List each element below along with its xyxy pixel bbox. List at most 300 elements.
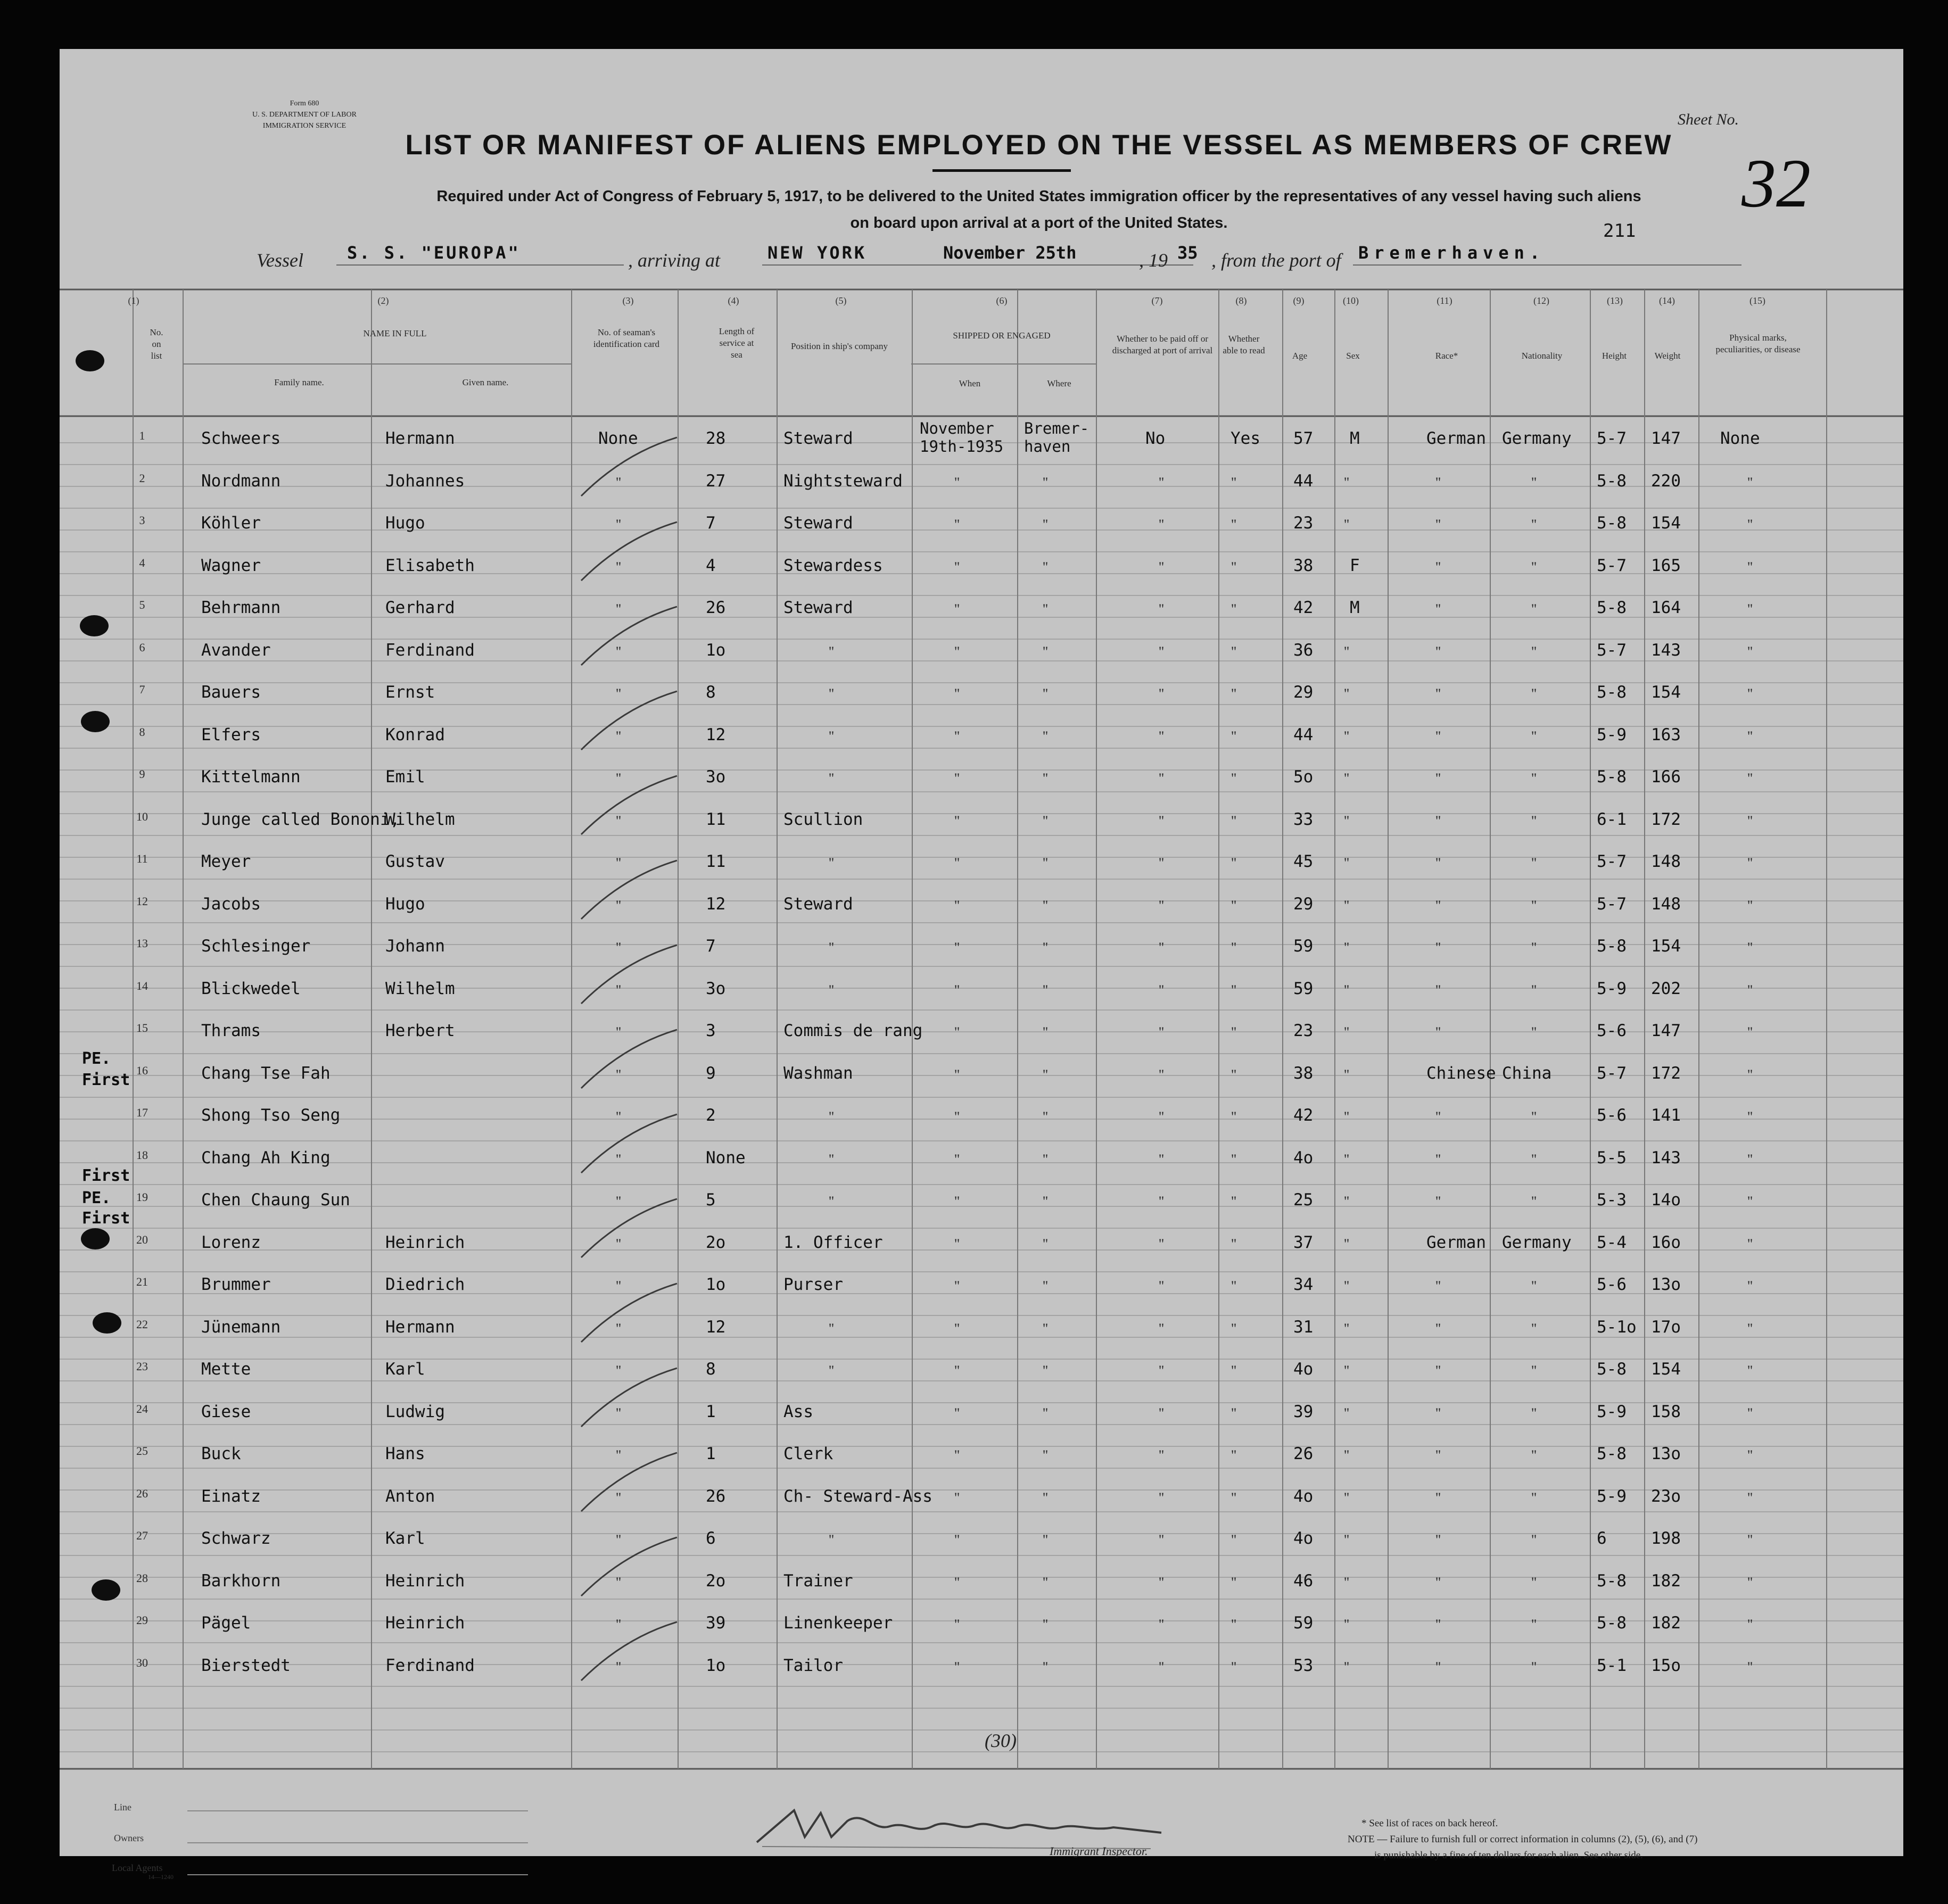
row-5-where-ditto: " bbox=[1042, 601, 1049, 617]
row-15-read-ditto: " bbox=[1231, 1024, 1237, 1040]
row-10-age: 33 bbox=[1293, 809, 1314, 829]
row-5-family: Behrmann bbox=[201, 598, 281, 617]
row-26-card-ditto: " bbox=[615, 1489, 622, 1505]
row-12-height: 5-7 bbox=[1597, 894, 1627, 914]
row-12-read-ditto: " bbox=[1231, 897, 1237, 913]
row-5-no: 5 bbox=[139, 598, 145, 611]
row-8-service: 12 bbox=[706, 725, 726, 744]
row-24-age: 39 bbox=[1293, 1402, 1314, 1421]
row-18-paid-ditto: " bbox=[1158, 1151, 1165, 1167]
row-14-weight: 202 bbox=[1651, 979, 1681, 998]
col-num-4: (4) bbox=[728, 295, 739, 306]
row-21-race-ditto: " bbox=[1435, 1278, 1441, 1294]
row-12-service: 12 bbox=[706, 894, 726, 914]
row-10-height: 6-1 bbox=[1597, 809, 1627, 829]
row-27-height: 6 bbox=[1597, 1529, 1607, 1548]
row-22-when-ditto: " bbox=[954, 1320, 960, 1336]
row-21-height: 5-6 bbox=[1597, 1275, 1627, 1294]
row-28-weight: 182 bbox=[1651, 1571, 1681, 1591]
row-9-age: 5o bbox=[1293, 767, 1314, 787]
row-24-no: 24 bbox=[136, 1402, 148, 1415]
row-14-service: 3o bbox=[706, 979, 726, 998]
row-10-where-ditto: " bbox=[1042, 813, 1049, 829]
row-20-sex-ditto: " bbox=[1343, 1236, 1350, 1252]
row-29-service: 39 bbox=[706, 1613, 726, 1633]
row-1-no: 1 bbox=[139, 429, 145, 442]
row-9-when-ditto: " bbox=[954, 771, 960, 786]
row-13-age: 59 bbox=[1293, 937, 1314, 956]
row-23-no: 23 bbox=[136, 1360, 148, 1373]
col-num-6: (6) bbox=[996, 295, 1008, 306]
heading-nationality: Nationality bbox=[1521, 351, 1563, 361]
row-15-paid-ditto: " bbox=[1158, 1024, 1165, 1040]
row-11-race-ditto: " bbox=[1435, 855, 1441, 871]
row-9-position-ditto: " bbox=[828, 771, 835, 786]
col-num-12: (12) bbox=[1533, 295, 1549, 306]
row-26-paid-ditto: " bbox=[1158, 1489, 1165, 1505]
row-4-race-ditto: " bbox=[1435, 559, 1441, 575]
row-7-position-ditto: " bbox=[828, 686, 835, 701]
row-22-given: Hermann bbox=[385, 1317, 455, 1337]
row-3-given: Hugo bbox=[385, 514, 425, 533]
row-11-given: Gustav bbox=[385, 852, 445, 871]
heading-sex: Sex bbox=[1346, 351, 1360, 361]
row-22-marks-ditto: " bbox=[1747, 1320, 1753, 1336]
row-4-nationality-ditto: " bbox=[1531, 559, 1537, 575]
row-29-nationality-ditto: " bbox=[1531, 1617, 1537, 1632]
row-11-no: 11 bbox=[136, 852, 148, 865]
row-26-sex-ditto: " bbox=[1343, 1489, 1350, 1505]
row-20-age: 37 bbox=[1293, 1232, 1314, 1252]
row-21-when-ditto: " bbox=[954, 1278, 960, 1294]
departure-port: Bremerhaven. bbox=[1358, 243, 1546, 263]
row-30-family: Bierstedt bbox=[201, 1655, 291, 1675]
row-6-card-ditto: " bbox=[615, 643, 622, 659]
row-5-weight: 164 bbox=[1651, 598, 1681, 617]
page-number: 211 bbox=[1603, 220, 1636, 242]
row-20-service: 2o bbox=[706, 1232, 726, 1252]
row-23-position-ditto: " bbox=[828, 1363, 835, 1378]
row-27-no: 27 bbox=[136, 1529, 148, 1542]
row-25-where-ditto: " bbox=[1042, 1447, 1049, 1463]
row-14-where-ditto: " bbox=[1042, 982, 1049, 998]
row-24-when-ditto: " bbox=[954, 1405, 960, 1421]
row-6-weight: 143 bbox=[1651, 640, 1681, 660]
heading-length-of-service: Length of service at sea bbox=[719, 326, 755, 360]
row-13-weight: 154 bbox=[1651, 937, 1681, 956]
manifest-sheet bbox=[60, 49, 1903, 1881]
row-24-read-ditto: " bbox=[1231, 1405, 1237, 1421]
row-13-height: 5-8 bbox=[1597, 937, 1627, 956]
row-7-age: 29 bbox=[1293, 683, 1314, 702]
arriving-label: , arriving at bbox=[628, 250, 721, 271]
row-8-where-ditto: " bbox=[1042, 728, 1049, 744]
manifest-subtitle bbox=[358, 183, 1720, 236]
row-26-height: 5-9 bbox=[1597, 1486, 1627, 1506]
row-21-card-ditto: " bbox=[615, 1278, 622, 1294]
row-11-family: Meyer bbox=[201, 852, 251, 871]
row-1-sex: M bbox=[1350, 429, 1360, 448]
row-19-position-ditto: " bbox=[828, 1194, 835, 1209]
row-23-height: 5-8 bbox=[1597, 1360, 1627, 1379]
row-11-height: 5-7 bbox=[1597, 852, 1627, 871]
row-14-height: 5-9 bbox=[1597, 979, 1627, 998]
punch-hole bbox=[76, 350, 104, 371]
row-15-when-ditto: " bbox=[954, 1024, 960, 1040]
row-21-paid-ditto: " bbox=[1158, 1278, 1165, 1294]
row-22-nationality-ditto: " bbox=[1531, 1320, 1537, 1336]
row-9-paid-ditto: " bbox=[1158, 771, 1165, 786]
row-17-family: Shong Tso Seng bbox=[201, 1106, 341, 1125]
row-25-marks-ditto: " bbox=[1747, 1447, 1753, 1463]
row-17-where-ditto: " bbox=[1042, 1109, 1049, 1124]
row-4-given: Elisabeth bbox=[385, 556, 475, 575]
row-4-weight: 165 bbox=[1651, 556, 1681, 575]
row-29-weight: 182 bbox=[1651, 1613, 1681, 1633]
row-11-service: 11 bbox=[706, 852, 726, 871]
row-17-weight: 141 bbox=[1651, 1106, 1681, 1125]
row-17-read-ditto: " bbox=[1231, 1109, 1237, 1124]
row-15-marks-ditto: " bbox=[1747, 1024, 1753, 1040]
row-7-race-ditto: " bbox=[1435, 686, 1441, 701]
row-7-sex-ditto: " bbox=[1343, 686, 1350, 701]
row-3-card-ditto: " bbox=[615, 517, 622, 532]
row-13-family: Schlesinger bbox=[201, 937, 311, 956]
row-5-read-ditto: " bbox=[1231, 601, 1237, 617]
row-10-position: Scullion bbox=[783, 809, 863, 829]
row-8-given: Konrad bbox=[385, 725, 445, 744]
heading-able-to-read: Whether able to read bbox=[1223, 334, 1265, 355]
row-13-given: Johann bbox=[385, 937, 445, 956]
row-6-age: 36 bbox=[1293, 640, 1314, 660]
row-8-nationality-ditto: " bbox=[1531, 728, 1537, 744]
row-6-position-ditto: " bbox=[828, 643, 835, 659]
row-7-nationality-ditto: " bbox=[1531, 686, 1537, 701]
row-30-when-ditto: " bbox=[954, 1659, 960, 1675]
row-17-when-ditto: " bbox=[954, 1109, 960, 1124]
row-4-age: 38 bbox=[1293, 556, 1314, 575]
row-20-read-ditto: " bbox=[1231, 1236, 1237, 1252]
row-7-paid-ditto: " bbox=[1158, 686, 1165, 701]
row-23-service: 8 bbox=[706, 1360, 716, 1379]
row-1-height: 5-7 bbox=[1597, 429, 1627, 448]
row-1-race: German bbox=[1426, 429, 1486, 448]
row-30-nationality-ditto: " bbox=[1531, 1659, 1537, 1675]
row-28-position: Trainer bbox=[783, 1571, 853, 1591]
row-18-family: Chang Ah King bbox=[201, 1148, 331, 1168]
row-13-when-ditto: " bbox=[954, 940, 960, 955]
row-30-paid-ditto: " bbox=[1158, 1659, 1165, 1675]
row-17-nationality-ditto: " bbox=[1531, 1109, 1537, 1124]
row-30-height: 5-1 bbox=[1597, 1655, 1627, 1675]
row-13-position-ditto: " bbox=[828, 940, 835, 955]
row-10-family: Junge called Bononi, bbox=[201, 809, 400, 829]
row-4-family: Wagner bbox=[201, 556, 261, 575]
row-4-service: 4 bbox=[706, 556, 716, 575]
row-29-position: Linenkeeper bbox=[783, 1613, 893, 1633]
row-12-when-ditto: " bbox=[954, 897, 960, 913]
row-20-card-ditto: " bbox=[615, 1236, 622, 1252]
row-27-age: 4o bbox=[1293, 1529, 1314, 1548]
row-24-card-ditto: " bbox=[615, 1405, 622, 1421]
row-22-position-ditto: " bbox=[828, 1320, 835, 1336]
row-3-family: Köhler bbox=[201, 514, 261, 533]
row-10-nationality-ditto: " bbox=[1531, 813, 1537, 829]
row-27-service: 6 bbox=[706, 1529, 716, 1548]
row-28-family: Barkhorn bbox=[201, 1571, 281, 1591]
row-18-when-ditto: " bbox=[954, 1151, 960, 1167]
row-8-race-ditto: " bbox=[1435, 728, 1441, 744]
row-17-position-ditto: " bbox=[828, 1109, 835, 1124]
row-11-age: 45 bbox=[1293, 852, 1314, 871]
row-2-age: 44 bbox=[1293, 471, 1314, 491]
punch-hole bbox=[81, 711, 110, 732]
row-28-given: Heinrich bbox=[385, 1571, 465, 1591]
row-23-age: 4o bbox=[1293, 1360, 1314, 1379]
margin-pe-2: PE. bbox=[82, 1189, 111, 1207]
row-28-no: 28 bbox=[136, 1571, 148, 1585]
row-21-read-ditto: " bbox=[1231, 1278, 1237, 1294]
row-24-nationality-ditto: " bbox=[1531, 1405, 1537, 1421]
row-1-service: 28 bbox=[706, 429, 726, 448]
row-20-race: German bbox=[1426, 1232, 1486, 1252]
row-3-when-ditto: " bbox=[954, 517, 960, 532]
row-1-family: Schweers bbox=[201, 429, 281, 448]
shipped-when: November 19th-1935 bbox=[920, 419, 1004, 456]
row-22-race-ditto: " bbox=[1435, 1320, 1441, 1336]
row-19-where-ditto: " bbox=[1042, 1194, 1049, 1209]
row-2-card-ditto: " bbox=[615, 474, 622, 490]
margin-first-3: First bbox=[82, 1209, 130, 1228]
col-num-15: (15) bbox=[1749, 295, 1765, 306]
row-25-paid-ditto: " bbox=[1158, 1447, 1165, 1463]
row-9-card-ditto: " bbox=[615, 771, 622, 786]
row-19-marks-ditto: " bbox=[1747, 1194, 1753, 1209]
row-19-card-ditto: " bbox=[615, 1194, 622, 1209]
row-19-nationality-ditto: " bbox=[1531, 1194, 1537, 1209]
row-15-weight: 147 bbox=[1651, 1021, 1681, 1040]
subtitle-line-2: on board upon arrival at a port of the United States. bbox=[850, 214, 1228, 231]
row-29-where-ditto: " bbox=[1042, 1617, 1049, 1632]
row-16-no: 16 bbox=[136, 1063, 148, 1077]
row-13-paid-ditto: " bbox=[1158, 940, 1165, 955]
row-27-weight: 198 bbox=[1651, 1529, 1681, 1548]
col-num-7: (7) bbox=[1151, 295, 1163, 306]
row-2-where-ditto: " bbox=[1042, 474, 1049, 490]
row-18-height: 5-5 bbox=[1597, 1148, 1627, 1168]
row-24-marks-ditto: " bbox=[1747, 1405, 1753, 1421]
row-28-where-ditto: " bbox=[1042, 1574, 1049, 1590]
row-11-where-ditto: " bbox=[1042, 855, 1049, 871]
row-22-no: 22 bbox=[136, 1317, 148, 1331]
row-25-weight: 13o bbox=[1651, 1444, 1681, 1463]
row-2-read-ditto: " bbox=[1231, 474, 1237, 490]
row-22-weight: 17o bbox=[1651, 1317, 1681, 1337]
row-19-when-ditto: " bbox=[954, 1194, 960, 1209]
row-2-height: 5-8 bbox=[1597, 471, 1627, 491]
margin-pe-1: PE. bbox=[82, 1049, 111, 1068]
row-14-family: Blickwedel bbox=[201, 979, 301, 998]
row-26-family: Einatz bbox=[201, 1486, 261, 1506]
row-16-sex-ditto: " bbox=[1343, 1066, 1350, 1082]
row-16-service: 9 bbox=[706, 1063, 716, 1083]
row-21-weight: 13o bbox=[1651, 1275, 1681, 1294]
row-28-when-ditto: " bbox=[954, 1574, 960, 1590]
row-30-read-ditto: " bbox=[1231, 1659, 1237, 1675]
row-23-given: Karl bbox=[385, 1360, 425, 1379]
row-28-marks-ditto: " bbox=[1747, 1574, 1753, 1590]
row-2-sex-ditto: " bbox=[1343, 474, 1350, 490]
row-3-weight: 154 bbox=[1651, 514, 1681, 533]
row-10-read-ditto: " bbox=[1231, 813, 1237, 829]
row-19-family: Chen Chaung Sun bbox=[201, 1190, 350, 1210]
punch-hole bbox=[80, 615, 109, 636]
row-28-nationality-ditto: " bbox=[1531, 1574, 1537, 1590]
row-26-marks-ditto: " bbox=[1747, 1489, 1753, 1505]
row-23-read-ditto: " bbox=[1231, 1363, 1237, 1378]
row-21-sex-ditto: " bbox=[1343, 1278, 1350, 1294]
row-14-position-ditto: " bbox=[828, 982, 835, 998]
row-3-nationality-ditto: " bbox=[1531, 517, 1537, 532]
footer-form-code: 14—1240 bbox=[148, 1873, 174, 1881]
row-21-marks-ditto: " bbox=[1747, 1278, 1753, 1294]
heading-no-on-list: No. on list bbox=[150, 327, 163, 361]
row-26-position: Ch- Steward-Ass bbox=[783, 1486, 932, 1506]
row-1-card: None bbox=[598, 429, 638, 448]
row-17-age: 42 bbox=[1293, 1106, 1314, 1125]
row-26-service: 26 bbox=[706, 1486, 726, 1506]
row-10-when-ditto: " bbox=[954, 813, 960, 829]
footer-agents-label: Local Agents bbox=[112, 1862, 163, 1873]
row-6-no: 6 bbox=[139, 640, 145, 654]
row-14-paid-ditto: " bbox=[1158, 982, 1165, 998]
row-12-paid-ditto: " bbox=[1158, 897, 1165, 913]
row-9-family: Kittelmann bbox=[201, 767, 301, 787]
row-24-family: Giese bbox=[201, 1402, 251, 1421]
row-5-age: 42 bbox=[1293, 598, 1314, 617]
row-13-read-ditto: " bbox=[1231, 940, 1237, 955]
row-6-nationality-ditto: " bbox=[1531, 643, 1537, 659]
row-10-service: 11 bbox=[706, 809, 726, 829]
row-7-no: 7 bbox=[139, 683, 145, 696]
from-port-label: , from the port of bbox=[1211, 250, 1341, 271]
row-8-no: 8 bbox=[139, 725, 145, 739]
row-18-service: None bbox=[706, 1148, 746, 1168]
race-note: * See list of races on back hereof. bbox=[1361, 1818, 1498, 1829]
row-28-sex-ditto: " bbox=[1343, 1574, 1350, 1590]
row-9-read-ditto: " bbox=[1231, 771, 1237, 786]
row-4-when-ditto: " bbox=[954, 559, 960, 575]
row-10-sex-ditto: " bbox=[1343, 813, 1350, 829]
row-21-family: Brummer bbox=[201, 1275, 271, 1294]
row-16-where-ditto: " bbox=[1042, 1066, 1049, 1082]
row-12-family: Jacobs bbox=[201, 894, 261, 914]
row-11-card-ditto: " bbox=[615, 855, 622, 871]
row-5-service: 26 bbox=[706, 598, 726, 617]
row-27-race-ditto: " bbox=[1435, 1532, 1441, 1547]
row-4-card-ditto: " bbox=[615, 559, 622, 575]
row-14-nationality-ditto: " bbox=[1531, 982, 1537, 998]
row-30-age: 53 bbox=[1293, 1655, 1314, 1675]
row-20-given: Heinrich bbox=[385, 1232, 465, 1252]
title-underline bbox=[932, 169, 1071, 172]
row-22-sex-ditto: " bbox=[1343, 1320, 1350, 1336]
row-12-card-ditto: " bbox=[615, 897, 622, 913]
row-6-read-ditto: " bbox=[1231, 643, 1237, 659]
row-8-family: Elfers bbox=[201, 725, 261, 744]
row-14-card-ditto: " bbox=[615, 982, 622, 998]
row-5-sex: M bbox=[1350, 598, 1360, 617]
row-29-age: 59 bbox=[1293, 1613, 1314, 1633]
row-26-read-ditto: " bbox=[1231, 1489, 1237, 1505]
row-27-paid-ditto: " bbox=[1158, 1532, 1165, 1547]
row-4-marks-ditto: " bbox=[1747, 559, 1753, 575]
row-22-card-ditto: " bbox=[615, 1320, 622, 1336]
row-17-no: 17 bbox=[136, 1106, 148, 1119]
total-count: (30) bbox=[985, 1730, 1017, 1751]
row-29-paid-ditto: " bbox=[1158, 1617, 1165, 1632]
row-13-race-ditto: " bbox=[1435, 940, 1441, 955]
row-11-sex-ditto: " bbox=[1343, 855, 1350, 871]
row-16-paid-ditto: " bbox=[1158, 1066, 1165, 1082]
row-21-where-ditto: " bbox=[1042, 1278, 1049, 1294]
row-27-nationality-ditto: " bbox=[1531, 1532, 1537, 1547]
row-8-height: 5-9 bbox=[1597, 725, 1627, 744]
row-24-paid-ditto: " bbox=[1158, 1405, 1165, 1421]
row-25-height: 5-8 bbox=[1597, 1444, 1627, 1463]
row-27-position-ditto: " bbox=[828, 1532, 835, 1547]
row-3-height: 5-8 bbox=[1597, 514, 1627, 533]
row-7-where-ditto: " bbox=[1042, 686, 1049, 701]
department-name: U. S. DEPARTMENT OF LABOR bbox=[252, 111, 357, 119]
row-23-marks-ditto: " bbox=[1747, 1363, 1753, 1378]
row-10-marks-ditto: " bbox=[1747, 813, 1753, 829]
row-27-where-ditto: " bbox=[1042, 1532, 1049, 1547]
row-30-no: 30 bbox=[136, 1655, 148, 1669]
row-8-read-ditto: " bbox=[1231, 728, 1237, 744]
row-13-no: 13 bbox=[136, 937, 148, 950]
row-6-where-ditto: " bbox=[1042, 643, 1049, 659]
row-4-paid-ditto: " bbox=[1158, 559, 1165, 575]
row-16-family: Chang Tse Fah bbox=[201, 1063, 331, 1083]
row-12-given: Hugo bbox=[385, 894, 425, 914]
row-20-position: 1. Officer bbox=[783, 1232, 883, 1252]
row-1-paid: No bbox=[1145, 429, 1166, 448]
row-15-card-ditto: " bbox=[615, 1024, 622, 1040]
penalty-note-2: is punishable by a fine of ten dollars for each alien. See other side. bbox=[1374, 1850, 1643, 1861]
row-21-no: 21 bbox=[136, 1275, 148, 1288]
row-30-position: Tailor bbox=[783, 1655, 843, 1675]
row-17-paid-ditto: " bbox=[1158, 1109, 1165, 1124]
row-16-age: 38 bbox=[1293, 1063, 1314, 1083]
row-24-sex-ditto: " bbox=[1343, 1405, 1350, 1421]
row-16-when-ditto: " bbox=[954, 1066, 960, 1082]
form-header bbox=[209, 98, 400, 131]
heading-physical-marks: Physical marks, peculiarities, or disease bbox=[1715, 333, 1801, 354]
year-suffix: 35 bbox=[1177, 243, 1198, 263]
row-26-given: Anton bbox=[385, 1486, 435, 1506]
row-14-race-ditto: " bbox=[1435, 982, 1441, 998]
row-15-sex-ditto: " bbox=[1343, 1024, 1350, 1040]
row-30-where-ditto: " bbox=[1042, 1659, 1049, 1675]
row-18-marks-ditto: " bbox=[1747, 1151, 1753, 1167]
row-2-marks-ditto: " bbox=[1747, 474, 1753, 490]
row-12-marks-ditto: " bbox=[1747, 897, 1753, 913]
row-30-service: 1o bbox=[706, 1655, 726, 1675]
row-30-card-ditto: " bbox=[615, 1659, 622, 1675]
col-num-9: (9) bbox=[1293, 295, 1305, 306]
row-18-sex-ditto: " bbox=[1343, 1151, 1350, 1167]
